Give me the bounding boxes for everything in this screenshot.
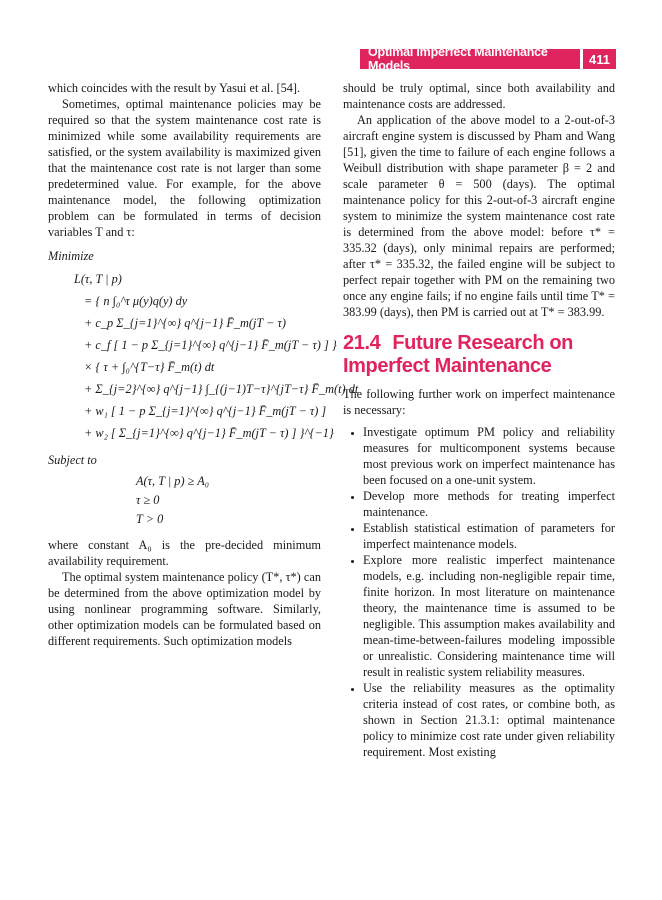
objective-equation — [48, 268, 359, 444]
equation-line: + Σ_{j=2}^{∞} q^{j−1} ∫_{(j−1)T−τ}^{jT−τ} F̄_m(t) dt — [84, 382, 359, 396]
section-heading — [343, 332, 615, 378]
equation-line: + c_p Σ_{j=1}^{∞} q^{j−1} F̄_m(jT − τ) — [84, 316, 286, 330]
paragraph: should be truly optimal, since both availability and maintenance costs are addressed. — [343, 81, 615, 111]
running-title: Optimal Imperfect Maintenance Models — [360, 49, 580, 69]
equation-line: + w₁ [ 1 − p Σ_{j=1}^{∞} q^{j−1} F̄_m(jT − τ) ] — [84, 404, 327, 418]
list-item: • Use the reliability measures as the optimality criteria instead of cost rates, or combine both, as shown in Section 21.3.1: optimal maintenance policy to minimize cost rate under given reliability requirement. Most existing — [363, 680, 615, 760]
paragraph: Sometimes, optimal maintenance policies may be required so that the system maintenance cost rate is minimized while some availability requirements are satisfied, or the system availability is maximized given that the maintenance cost rate is not larger than some predetermined value. For example, for the above maintenance model, the following optimization problem can be formulated in terms of decision variables T and τ: — [48, 97, 321, 239]
paragraph: The following further work on imperfect maintenance is necessary: — [343, 387, 615, 417]
section-number: 21.4 — [343, 332, 381, 354]
paragraph: An application of the above model to a 2-out-of-3 aircraft engine system is discussed by Pham and Wang [51], given the time to failure of each engine follows a Weibull distribution with shape parameter β = 2 and scale parameter θ = 500 (days). The optimal maintenance policy for this 2-out-of-3 aircraft engine system to minimize the system maintenance cost rate is determined from the above model: before τ* = 335.32 (days), only minimal repairs are performed; after τ* = 335.32, the failed engine will be subject to perfect repair together with PM on the remaining two once any engine fails; if no engine fails until time T* = 383.99 (days), then PM is carried out at T* = 383.99. — [343, 113, 615, 319]
left-column — [48, 80, 359, 649]
bullet-list — [343, 424, 615, 760]
equation-line: × { τ + ∫₀^{T−τ} F̄_m(t) dt — [84, 360, 215, 374]
constraint: A(τ, T | p) ≥ A₀ — [136, 474, 210, 488]
constraint: τ ≥ 0 — [136, 493, 160, 507]
constraints — [48, 472, 321, 529]
subject-to-label: Subject to — [48, 453, 97, 467]
equation-line: = { n ∫₀^τ μ(y)q(y) dy — [84, 294, 188, 308]
running-header — [360, 45, 616, 73]
equation-line: L(τ, T | p) — [74, 272, 122, 286]
paragraph: The optimal system maintenance policy (T*, τ*) can be determined from the above optimization model by using nonlinear programming software. Similarly, other optimization models can be formulated based on different requirements. Such optimization models — [48, 570, 321, 648]
equation-line: + w₂ [ Σ_{j=1}^{∞} q^{j−1} F̄_m(jT − τ) ] }^{−1} — [84, 426, 334, 440]
paragraph: where constant A₀ is the pre-decided minimum availability requirement. — [48, 538, 321, 568]
list-item: • Explore more realistic imperfect maintenance models, e.g. including non-negligible repair time, finite horizon. In most literature on maintenance theory, the maintenance time is assumed to be negligible. This assumption makes availability and mean-time-between-failures modeling impossible or unrealistic. Considering maintenance time will result in realistic system reliability measures. — [363, 552, 615, 680]
minimize-label: Minimize — [48, 249, 94, 263]
list-item: • Establish statistical estimation of parameters for imperfect maintenance models. — [363, 520, 615, 552]
paragraph: which coincides with the result by Yasui et al. [54]. — [48, 81, 301, 95]
constraint: T > 0 — [136, 512, 164, 526]
list-item: • Develop more methods for treating imperfect maintenance. — [363, 488, 615, 520]
list-item: • Investigate optimum PM policy and reliability measures for multicomponent systems because most previous work on imperfect maintenance has been focused on a one-unit system. — [363, 424, 615, 488]
section-title: Future Research on Imperfect Maintenance — [343, 332, 573, 377]
page-number: 411 — [583, 49, 616, 69]
equation-line: + c_f [ 1 − p Σ_{j=1}^{∞} q^{j−1} F̄_m(jT − τ) ] } — [84, 338, 337, 352]
right-column — [343, 80, 615, 760]
